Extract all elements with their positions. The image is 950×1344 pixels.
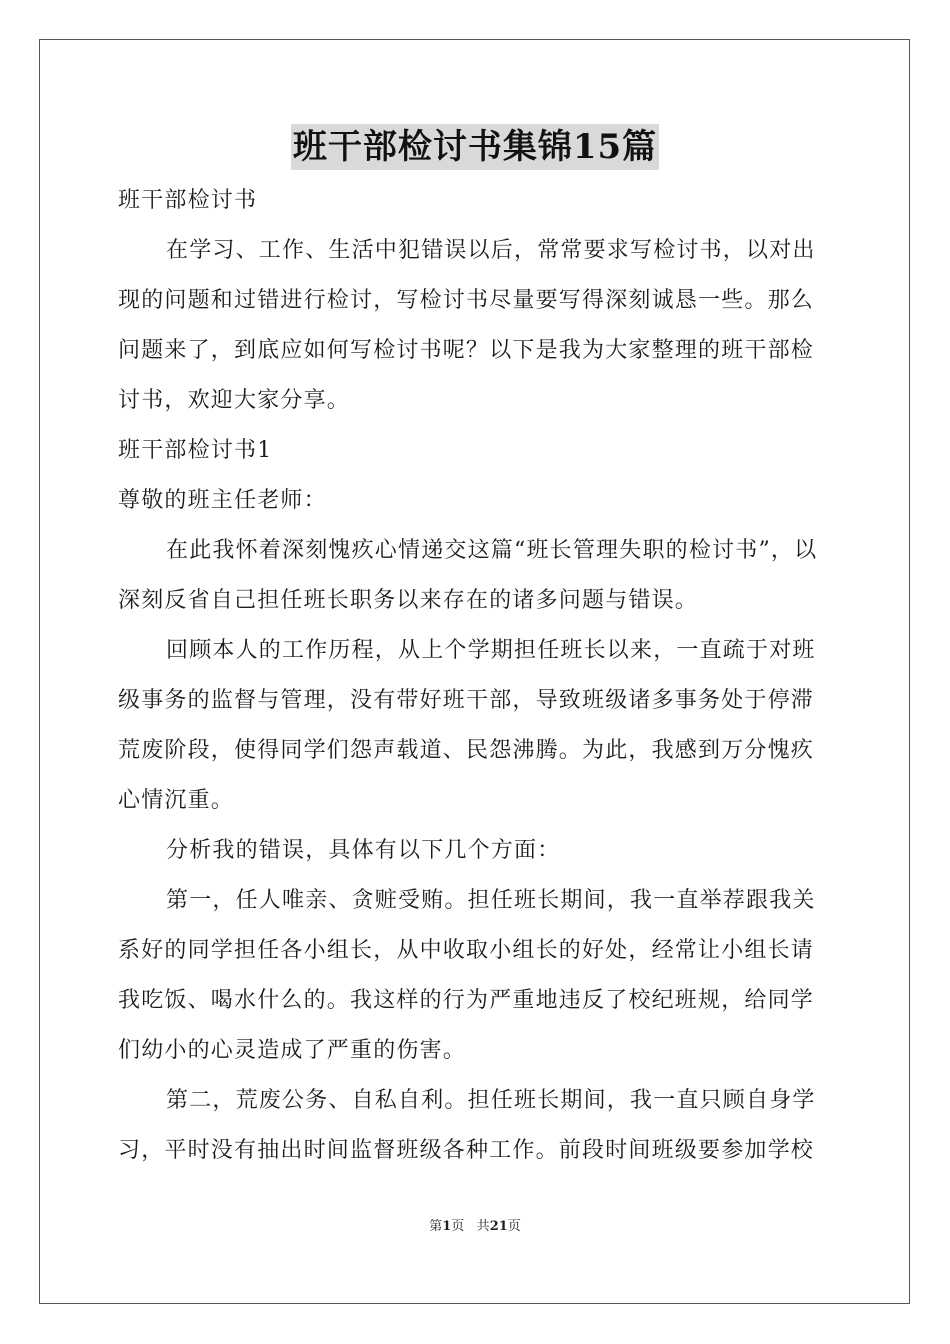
page-suffix: 页 [451, 1219, 465, 1234]
page-prefix: 第 [429, 1219, 443, 1234]
subtitle-paragraph: 班干部检讨书 [118, 188, 258, 213]
title-container [0, 124, 950, 170]
total-suffix: 页 [507, 1219, 521, 1234]
body-paragraph: 第二，荒废公务、自私自利。担任班长期间，我一直只顾自身学习，平时没有抽出时间监督班级各种工作。前段时间班级要参加学校 [118, 1088, 816, 1163]
body-paragraph: 分析我的错误，具体有以下几个方面： [166, 838, 561, 863]
page-number: 1 [442, 1219, 452, 1234]
total-prefix: 共 [476, 1219, 490, 1234]
total-pages: 21 [489, 1219, 508, 1234]
section-heading: 班干部检讨书1 [118, 438, 273, 463]
intro-paragraph: 在学习、工作、生活中犯错误以后，常常要求写检讨书，以对出现的问题和过错进行检讨，写检讨书尽量要写得深刻诚恳一些。那么问题来了，到底应如何写检讨书呢？以下是我为大家整理的班干部检讨书，欢迎大家分享。 [118, 238, 816, 413]
body-paragraph: 第一，任人唯亲、贪赃受贿。担任班长期间，我一直举荐跟我关系好的同学担任各小组长，从中收取小组长的好处，经常让小组长请我吃饭、喝水什么的。我这样的行为严重地违反了校纪班规，给同学们幼小的心灵造成了严重的伤害。 [118, 888, 816, 1063]
document-body [118, 176, 834, 1176]
body-paragraph: 回顾本人的工作历程，从上个学期担任班长以来，一直疏于对班级事务的监督与管理，没有带好班干部，导致班级诸多事务处于停滞荒废阶段，使得同学们怨声载道、民怨沸腾。为此，我感到万分愧疚心情沉重。 [118, 638, 816, 813]
page-footer [0, 1215, 950, 1234]
salutation: 尊敬的班主任老师： [118, 488, 327, 513]
body-paragraph: 在此我怀着深刻愧疚心情递交这篇“班长管理失职的检讨书”，以深刻反省自己担任班长职务以来存在的诸多问题与错误。 [118, 538, 818, 613]
document-title: 班干部检讨书集锦15篇 [291, 124, 659, 170]
